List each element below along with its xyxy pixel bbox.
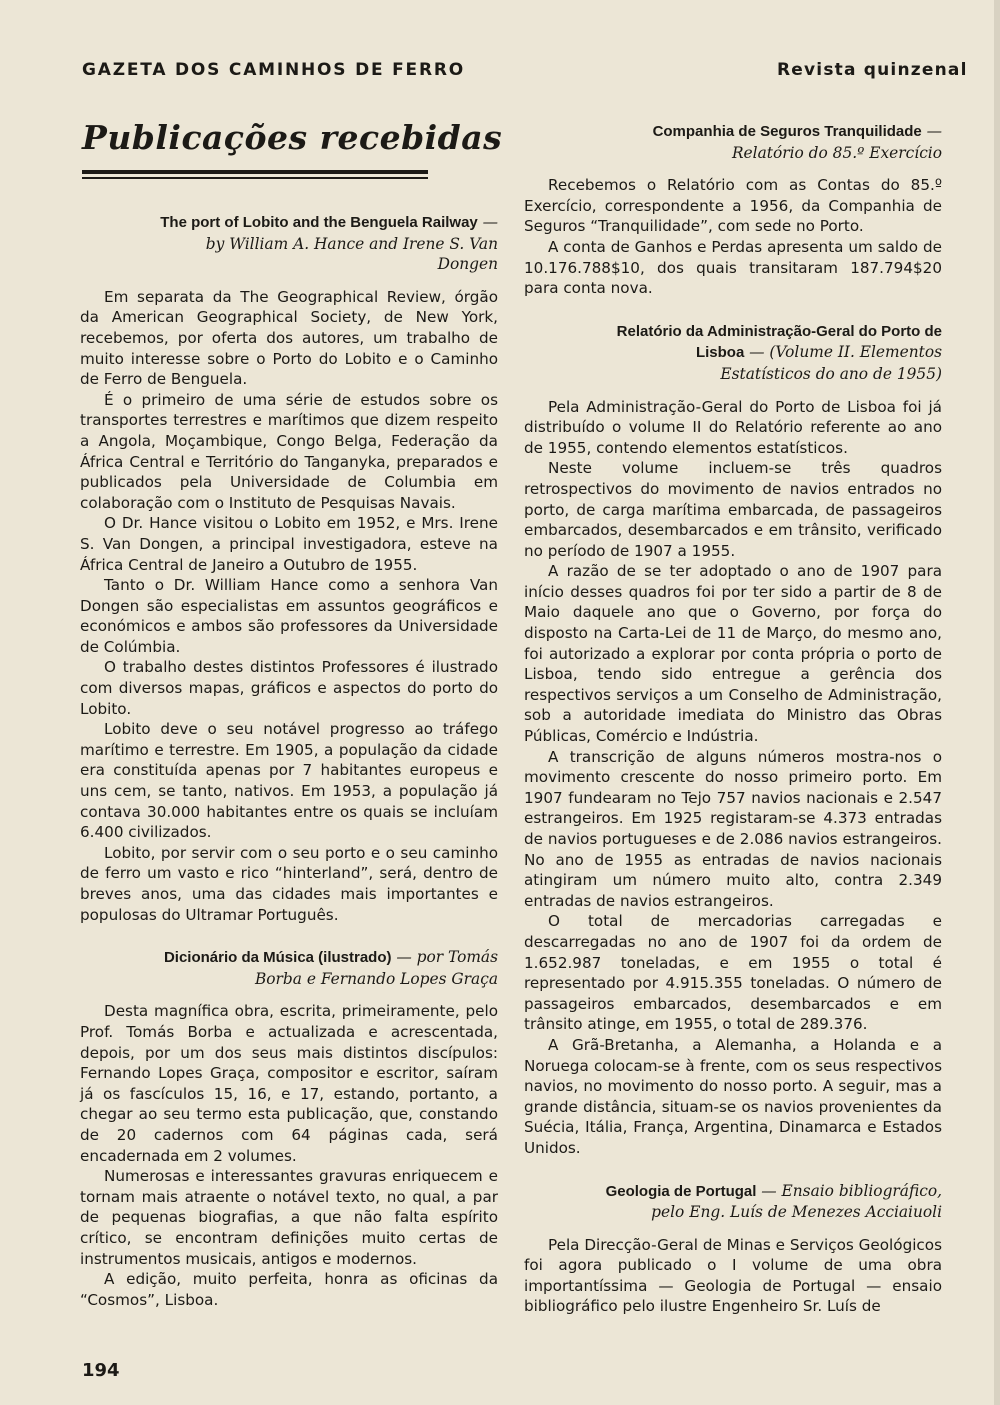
section-title: Publicações recebidas — [82, 118, 503, 157]
publication-title: Relatório da Administração-Geral do Porto de Lisboa — [616, 322, 942, 362]
paragraph: O total de mercadorias carregadas e descarregadas no ano de 1907 foi da ordem de 1.652.987 toneladas, e em 1955 o total é representado por 4.915.355 toneladas. O número de passageiros embarcados, desembarcados e em trânsito atinge, em 1955, o total de 289.376. — [524, 912, 942, 1034]
publication-heading — [160, 212, 498, 275]
paragraph: Em separata da The Geographical Review, órgão da American Geographical Society, de New York, recebemos, por oferta dos autores, um trabalho de muito interesse sobre o Porto do Lobito e o Caminho de Ferro de Benguela. — [80, 287, 498, 389]
publication-heading — [604, 121, 942, 163]
page-number: 194 — [82, 1360, 120, 1381]
publication-entry — [80, 212, 498, 925]
publication-heading — [604, 321, 942, 385]
publication-title: Dicionário da Música (ilustrado) — [163, 949, 392, 967]
publication-author: — by William A. Hance and Irene S. Van Dongen — [205, 213, 498, 274]
publication-entry — [524, 1181, 942, 1318]
publication-entry — [524, 121, 942, 299]
paragraph: Lobito deve o seu notável progresso ao tráfego marítimo e terrestre. Em 1905, a população da cidade era constituída apenas por 7 habitantes europeus e uns cem, se tanto, nativos. Em 1953, a população já contava 30.000 habitantes entre os quais se incluíam 6.400 civilizados. — [80, 720, 498, 842]
publication-heading — [160, 947, 498, 989]
paragraph: A edição, muito perfeita, honra as oficinas da “Cosmos”, Lisboa. — [80, 1270, 498, 1309]
title-rule-thin — [82, 177, 428, 179]
paragraph: Pela Direcção-Geral de Minas e Serviços Geológicos foi agora publicado o I volume de uma obra importantíssima — Geologia de Portugal — ensaio bibliográfico pelo ilustre Engenheiro Sr. Luís de — [524, 1235, 942, 1316]
publication-author: — (Volume II. Elementos Estatísticos do ano de 1955) — [720, 343, 942, 383]
publication-title: Companhia de Seguros Tranquilidade — [652, 123, 922, 140]
paragraph: Lobito, por servir com o seu porto e o seu caminho de ferro um vasto e rico “hinterland”, será, dentro de breves anos, uma das cidades mais importantes e populosas do Ultramar Português. — [80, 843, 498, 924]
paragraph: A conta de Ganhos e Perdas apresenta um saldo de 10.176.788$10, dos quais transitaram 187.794$20 para conta nova. — [524, 237, 942, 298]
title-rule-thick — [82, 170, 428, 174]
journal-title: GAZETA DOS CAMINHOS DE FERRO — [82, 60, 465, 80]
publication-author: — por Tomás Borba e Fernando Lopes Graça — [254, 948, 498, 988]
paragraph: A razão de se ter adoptado o ano de 1907 para início desses quadros foi por ter sido a partir de 8 de Maio daquele ano que o Governo, por força do disposto na Carta-Lei de 11 de Março, do mesmo ano, foi autorizado a explorar por conta própria o porto de Lisboa, tendo sido entregue a gerência dos respectivos serviços a um Conselho de Administração, sob a autoridade imediata do Ministro das Obras Públicas, Comércio e Indústria. — [524, 562, 942, 746]
publication-heading — [604, 1181, 942, 1223]
paragraph: O trabalho destes distintos Professores é ilustrado com diversos mapas, gráficos e aspectos do porto do Lobito. — [80, 658, 498, 718]
paragraph: Numerosas e interessantes gravuras enriquecem e tornam mais atraente o notável texto, no qual, a par de pequenas biografias, a que não falta espírito crítico, se encontram definições muito certas de instrumentos musicais, antigos e modernos. — [80, 1167, 498, 1268]
publication-title: Geologia de Portugal — [605, 1182, 757, 1200]
paragraph: Neste volume incluem-se três quadros retrospectivos do movimento de navios entrados no porto, de carga marítima embarcada, de passageiros embarcados, desembarcados e em trânsito, verificado no período de 1907 a 1955. — [524, 459, 942, 560]
paragraph: Pela Administração-Geral do Porto de Lisboa foi já distribuído o volume II do Relatório referente ao ano de 1955, contendo elementos estatísticos. — [524, 397, 942, 457]
journal-subtitle: Revista quinzenal — [777, 60, 968, 80]
right-column — [524, 121, 942, 1317]
publication-title: The port of Lobito and the Benguela Railway — [160, 214, 478, 231]
paragraph: Tanto o Dr. William Hance como a senhora Van Dongen são especialistas em assuntos geográficos e económicos e ambos são professores da Universidade de Colúmbia. — [80, 576, 498, 656]
paragraph: Desta magnífica obra, escrita, primeiramente, pelo Prof. Tomás Borba e actualizada e acrescentada, depois, por um dos seus mais distintos discípulos: Fernando Lopes Graça, compositor e escritor, saíram já os fascículos 15, 16, e 17, estando, portanto, a chegar ao seu termo esta publicação, que, constando de 20 cadernos com 64 páginas cada, será encadernada em 2 volumes. — [80, 1002, 498, 1165]
paragraph: É o primeiro de uma série de estudos sobre os transportes terrestres e marítimos que dizem respeito a Angola, Moçambique, Congo Belga, Federação da África Central e Território do Tanganyka, preparados e publicados pela Universidade de Columbia em colaboração com o Instituto de Pesquisas Navais. — [80, 390, 498, 512]
publication-author: — Ensaio bibliográfico, pelo Eng. Luís de Menezes Acciaiuoli — [651, 1181, 942, 1222]
page-edge — [994, 0, 1000, 1405]
publication-author: — Relatório do 85.º Exercício — [731, 122, 942, 162]
left-column — [80, 212, 498, 1310]
paragraph: A transcrição de alguns números mostra-nos o movimento crescente do nosso primeiro porto. Em 1907 fundearam no Tejo 757 navios nacionais e 2.547 estrangeiros. Em 1925 registaram-se 4.373 entradas de navios portugueses e de 2.086 navios estrangeiros. No ano de 1955 as entradas de navios nacionais atingiram um número muito alto, contra 2.349 entradas de navios estrangeiros. — [524, 747, 942, 910]
publication-entry — [80, 947, 498, 1310]
publication-entry — [524, 321, 942, 1159]
paragraph: A Grã-Bretanha, a Alemanha, a Holanda e a Noruega colocam-se à frente, com os seus respectivos navios, no movimento do nosso porto. A seguir, mas a grande distância, situam-se os navios provenientes da Suécia, Itália, França, Argentina, Dinamarca e Estados Unidos. — [524, 1035, 942, 1157]
paragraph: Recebemos o Relatório com as Contas do 85.º Exercício, correspondente a 1956, da Companhia de Seguros “Tranquilidade”, com sede no Porto. — [524, 176, 942, 236]
paragraph: O Dr. Hance visitou o Lobito em 1952, e Mrs. Irene S. Van Dongen, a principal investigadora, esteve na África Central de Janeiro a Outubro de 1955. — [80, 514, 498, 574]
